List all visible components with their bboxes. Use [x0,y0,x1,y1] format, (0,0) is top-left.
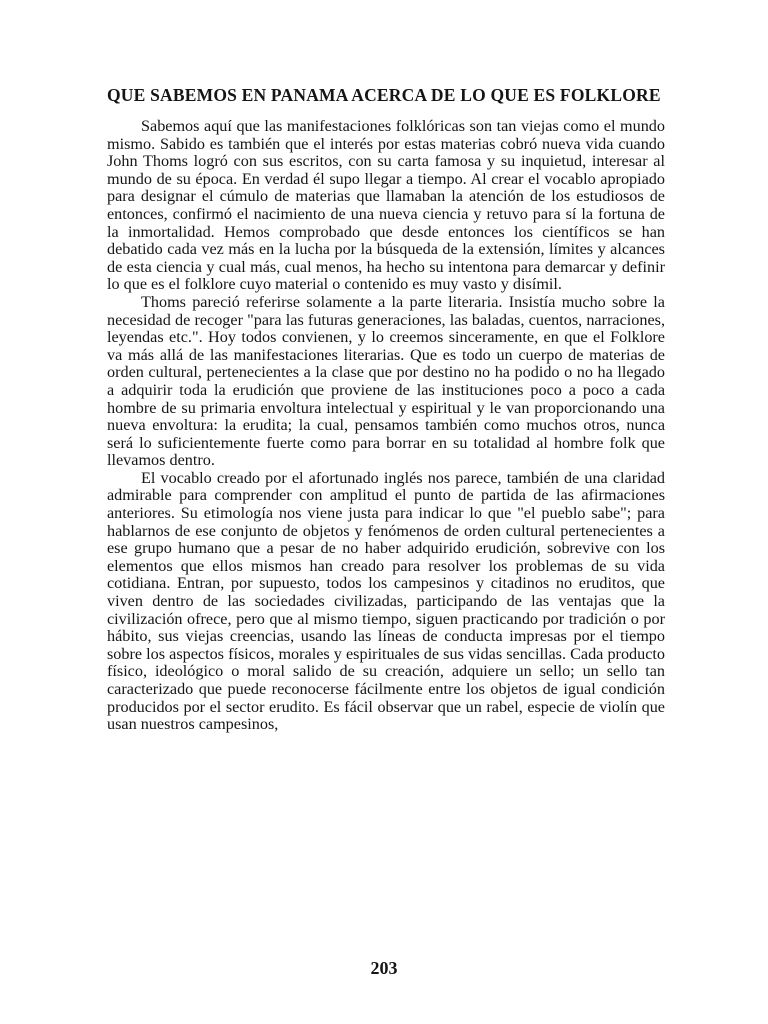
paragraph-2: Thoms pareció referirse solamente a la parte literaria. Insistía mucho sobre la necesidad de recoger "para las futuras generaciones, las baladas, cuentos, narraciones, leyendas etc.". Hoy todos convienen, y lo creemos sinceramente, en que el Folklore va más allá de las manifestaciones literarias. Que es todo un cuerpo de materias de orden cultural, pertenecientes a la clase que por destino no ha podido o no ha llegado a adquirir toda la erudición que proviene de las instituciones poco a poco a cada hombre de su primaria envoltura intelectual y espiritual y le van proporcionando una nueva envoltura: la erudita; la cual, pensamos también como muchos otros, nunca será lo suficientemente fuerte como para borrar en su totalidad al hombre folk que llevamos dentro. [107,292,665,470]
page-title: QUE SABEMOS EN PANAMA ACERCA DE LO QUE ES FOLKLORE [107,85,661,105]
paragraph-3: El vocablo creado por el afortunado inglés nos parece, también de una claridad admirable para comprender con amplitud el punto de partida de las afirmaciones anteriores. Su etimología nos viene justa para indicar lo que "el pueblo sabe"; para hablarnos de ese conjunto de objetos y fenómenos de orden cultural pertenecientes a ese grupo humano que a pesar de no haber adquirido erudición, sobrevive con los elementos que ellos mismos han creado para resolver los problemas de su vida cotidiana. Entran, por supuesto, todos los campesinos y citadinos no eruditos, que viven dentro de las sociedades civilizadas, participando de las ventajas que la civilización ofrece, pero que al mismo tiempo, siguen practicando por tradición o por hábito, sus viejas creencias, usando las líneas de conducta impresas por el tiempo sobre los aspectos físicos, morales y espirituales de sus vidas sencillas. Cada producto físico, ideológico o moral salido de su creación, adquiere un sello; un sello tan caracterizado que puede reconocerse fácilmente entre los objetos de igual condición producidos por el sector erudito. Es fácil observar que un rabel, especie de violín que usan nuestros campesinos, [107,468,665,734]
page-number: 203 [370,958,398,978]
body-text [107,118,665,734]
document-page [107,86,665,734]
paragraph-1: Sabemos aquí que las manifestaciones folklóricas son tan viejas como el mundo mismo. Sabido es también que el interés por estas materias cobró nueva vida cuando John Thoms logró con sus escritos, con su carta famosa y su inquietud, interesar al mundo de su época. En verdad él supo llegar a tiempo. Al crear el vocablo apropiado para designar el cúmulo de materias que llamaban la atención de los estudiosos de entonces, confirmó el nacimiento de una nueva ciencia y retuvo para sí la fortuna de la inmortalidad. Hemos comprobado que desde entonces los científicos se han debatido cada vez más en la lucha por la búsqueda de la extensión, límites y alcances de esta ciencia y cual más, cual menos, ha hecho su intentona para demarcar y definir lo que es el folklore cuyo material o contenido es muy vasto y disímil. [107,117,665,294]
